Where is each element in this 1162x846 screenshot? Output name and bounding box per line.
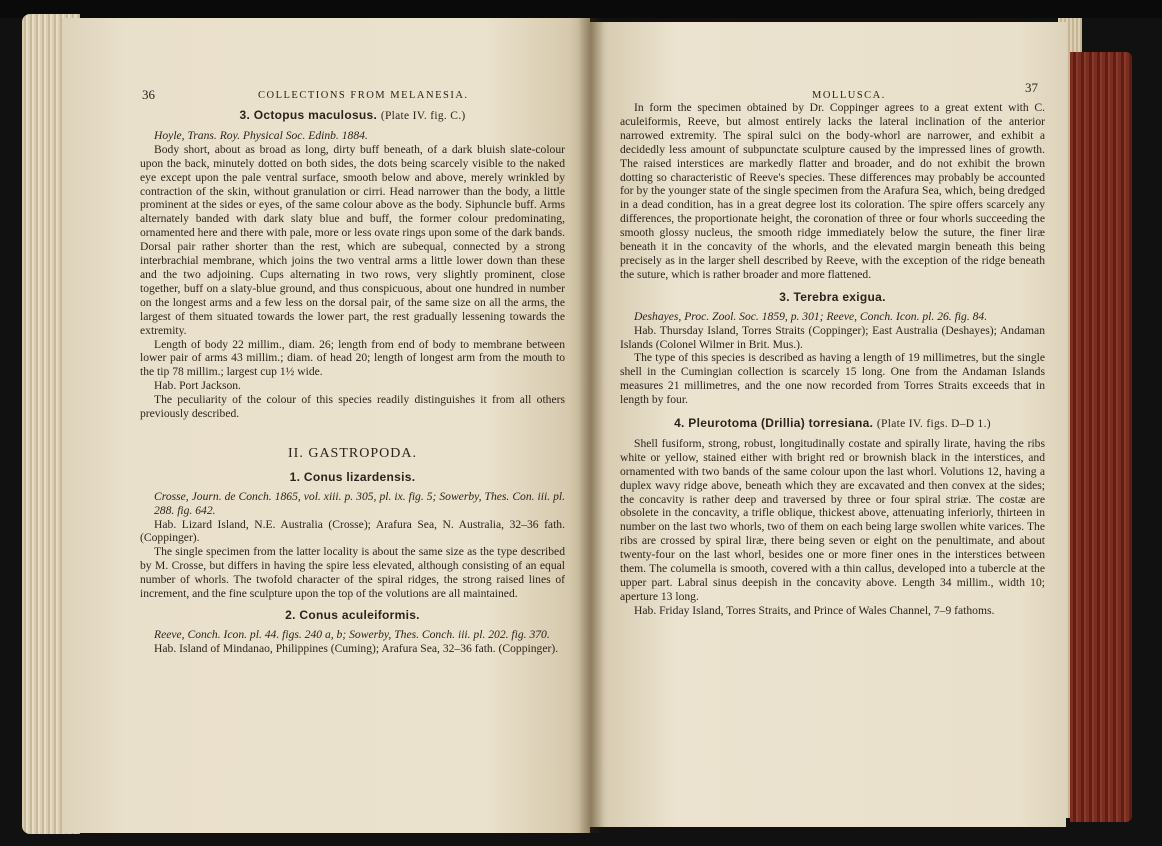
octopus-heading-plate: (Plate IV. fig. C.) — [380, 110, 466, 122]
left-running-head: COLLECTIONS FROM MELANESIA. — [258, 90, 469, 101]
section-title: II. GASTROPODA. — [288, 445, 417, 461]
right-column — [620, 101, 1045, 618]
left-column — [140, 105, 565, 656]
left-page-number: 36 — [142, 87, 155, 102]
pleurotoma-heading-name: 4. Pleurotoma (Drillia) torresiana. — [674, 416, 874, 431]
terebra-exigua-habitat: Hab. Thursday Island, Torres Straits (Coppinger); East Australia (Deshayes); Andaman Islands (Colonel Wilmer in Brit. Mus.). — [620, 323, 1045, 351]
pleurotoma-habitat: Hab. Friday Island, Torres Straits, and Prince of Wales Channel, 7–9 fathoms. — [634, 603, 995, 617]
right-running-head: MOLLUSCA. — [812, 90, 886, 101]
octopus-remark: The peculiarity of the colour of this species readily distinguishes it from all others previously described. — [140, 393, 565, 421]
conus-lizardensis-description: The single specimen from the latter locality is about the same size as the type described by M. Crosse, but differs in having the spire less elevated, although consisting of an equal number of whorls. The twofold character of the spiral ridges, the strong raised lines of increment, and the fine sculpture upon the top of the volutions are all maintained. — [140, 545, 565, 601]
conus-aculeiformis-reference: Reeve, Conch. Icon. pl. 44. figs. 240 a, b; Sowerby, Thes. Conch. iii. pl. 202. fig. 370. — [154, 627, 550, 641]
top-shadow — [0, 0, 1162, 18]
octopus-habitat: Hab. Port Jackson. — [154, 379, 241, 393]
octopus-reference: Hoyle, Trans. Roy. Physical Soc. Edinb. 1884. — [154, 128, 368, 142]
octopus-measurements: Length of body 22 millim., diam. 26; length from end of body to membrane between lower pair of arms 43 millim.; diam. of head 20; length of longest arm from the mouth to the tip 78 millim.; largest cup 1½ wide. — [140, 337, 565, 379]
octopus-heading — [140, 109, 565, 124]
pleurotoma-heading-plate: (Plate IV. figs. D–D 1.) — [876, 418, 991, 431]
pleurotoma-description: Shell fusiform, strong, robust, longitudinally costate and spirally lirate, having the ribs white or yellow, stained either with bright red or brownish black in the interstices, and ornamented with two bands of the same colour upon the last whorl. Volutions 12, having a duplex wavy ridge above, beneath which they are excavated and then convex at the sides; the concavity is rather deep and traversed by three or four spiral striæ. The costæ are obsolete in the concavity, a trifle oblique, thickest above, attenuating inferiorly, thirteen in number on the last two whorls, two of them on each being large swollen white varices. The ribs are crossed by spiral liræ, there being seven or eight on the penultimate, and about twenty-four on the last whorl, besides one or more finer ones in the interstices between them. The columella is smooth, covered with a thin callus, developed into a tubercle at the upper part. Labral sinus deepish in the concavity above. Length 34 millim., width 10; aperture 13 long. — [620, 436, 1045, 603]
octopus-heading-name: Octopus maculosus. — [253, 108, 378, 122]
conus-lizardensis-habitat: Hab. Lizard Island, N.E. Australia (Crosse); Arafura Sea, N. Australia, 32–36 fath. (Coppinger). — [140, 517, 565, 545]
conus-aculeiformis-comparison: In form the specimen obtained by Dr. Coppinger agrees to a great extent with C. aculeiformis, Reeve, but almost entirely lacks the lateral inclination of the anterior narrowed extremity. The spiral sulci on the body-whorl are narrower, and exhibit a decidedly less amount of subpunctate sculpture caused by the impressed lines of growth. The raised interstices are markedly flatter and broader, and do not exhibit the brown dotting so characteristic of Reeve's species. These differences may probably be accounted for by the younger state of the single specimen from the Arafura Sea, which, being dredged in a dead condition, has in a great degree lost its coloration. The spire offers scarcely any differences, the proportionate height, the coronation of three or four whorls succeeding the smooth glossy nucleus, the smooth ridge immediately below the suture, the finer liræ beneath it in the concavity of the whorls, and the elevated margin beneath this being precisely as in the larger shell described by Reeve, with the exception of the ridge beneath the suture, which is rather broader and more flattened. — [620, 101, 1045, 281]
conus-lizardensis-heading: 1. Conus lizardensis. — [289, 469, 416, 484]
octopus-description: Body short, about as broad as long, dirty buff beneath, of a dark bluish slate-colour upon the back, minutely dotted on both sides, the dots being scarcely visible to the naked eye except upon the pale ventral surface, smooth below and above, merely wrinkled by contraction of the skin, without granulation or cirri. Head narrower than the body, a little prominent at the sides or eyes, of the same colour above as the body. Siphuncle buff. Arms alternately banded with dark slaty blue and buff, the former colour predominating, ornamented here and there with pale, more or less ovate rings upon some of the dark bands. Dorsal pair rather shorter than the rest, which are subequal, connected by a strong interbrachial membrane, which joins the two ventral arms a little lower down than these and the two adjoining. Cups alternating in two rows, very slightly prominent, close together, buff on a slaty-blue ground, and thus conspicuous, about one hundred in number on the longest arms and a few less on the dorsal pair, of the same size on all the arms, the largest of them situated towards the lower part, the rest gradually lessening towards the extremity. — [140, 142, 565, 337]
right-page-number: 37 — [1025, 80, 1038, 95]
conus-lizardensis-reference: Crosse, Journ. de Conch. 1865, vol. xiii. p. 305, pl. ix. fig. 5; Sowerby, Thes. Con. iii. pl. 288. fig. 642. — [154, 489, 565, 517]
terebra-exigua-reference: Deshayes, Proc. Zool. Soc. 1859, p. 301; Reeve, Conch. Icon. pl. 26. fig. 84. — [634, 309, 988, 323]
conus-aculeiformis-heading: 2. Conus aculeiformis. — [285, 608, 420, 622]
conus-aculeiformis-habitat: Hab. Island of Mindanao, Philippines (Cuming); Arafura Sea, 32–36 fath. (Coppinger). — [154, 641, 559, 655]
terebra-exigua-description: The type of this species is described as having a length of 19 millimetres, but the single shell in the Cumingian collection is scarcely 15 long. One from the Andaman Islands measures 21 millimetres, and the one now recorded from Torres Straits exceeds that in length by four. — [620, 351, 1045, 407]
book-gutter — [578, 18, 604, 833]
red-cover-edge — [1070, 52, 1132, 822]
octopus-heading-num: 3. — [239, 108, 251, 122]
terebra-exigua-heading: 3. Terebra exigua. — [779, 289, 886, 304]
pleurotoma-heading — [620, 417, 1045, 432]
